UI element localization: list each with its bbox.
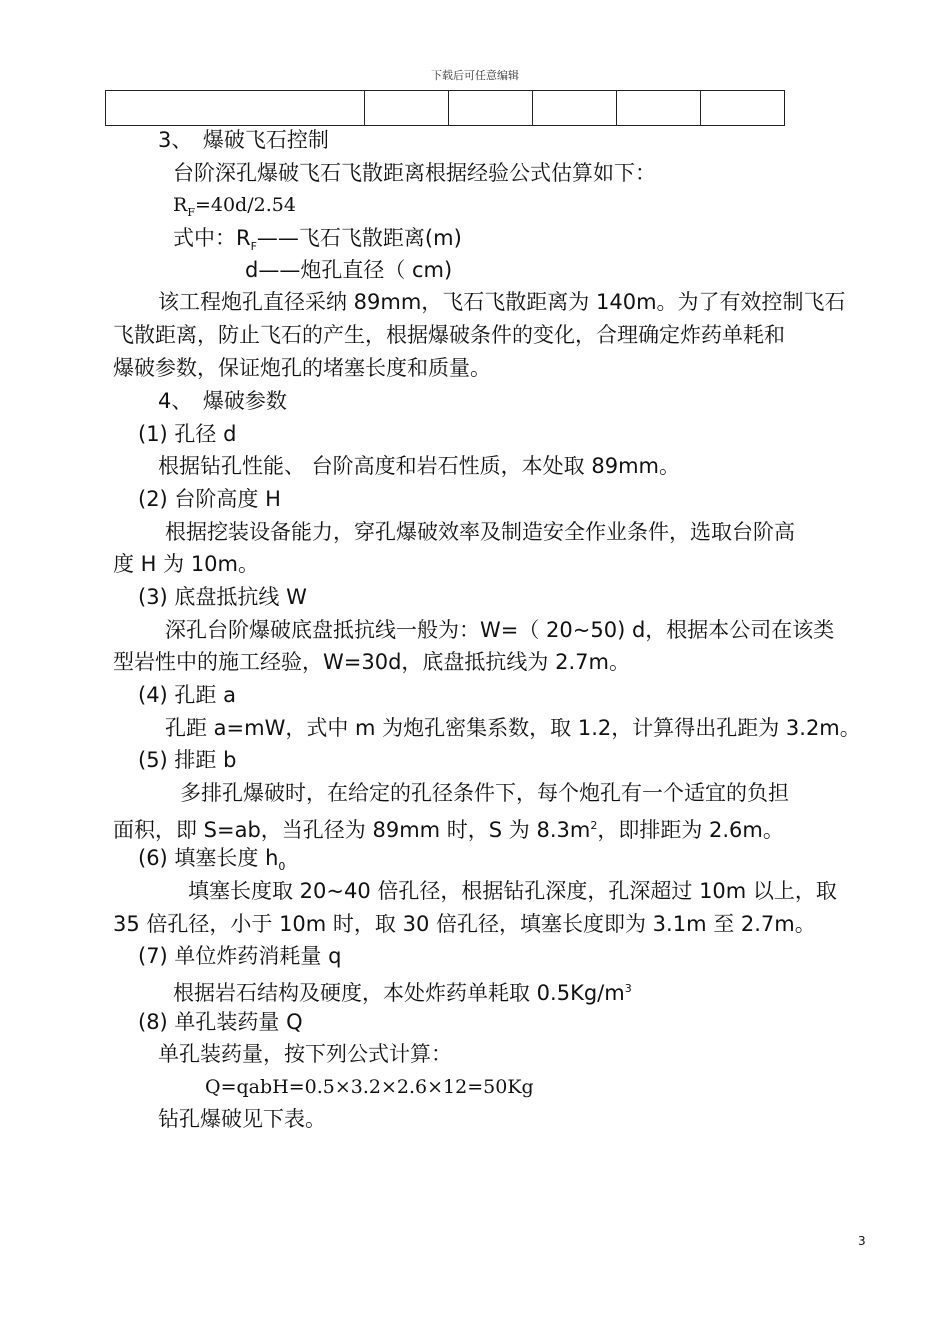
p2-line1: 根据挖装设备能力，穿孔爆破效率及制造安全作业条件，选取台阶高 <box>165 520 795 544</box>
para1-line3: 爆破参数，保证炮孔的堵塞长度和质量。 <box>113 356 491 380</box>
p8-text: 单孔装药量，按下列公式计算： <box>158 1042 452 1066</box>
section3-heading: 3、 爆破飞石控制 <box>158 128 329 152</box>
table-cell <box>701 91 785 126</box>
para1-line2: 飞散距离，防止飞石的产生，根据爆破条件的变化，合理确定炸药单耗和 <box>113 323 785 347</box>
where-d: d——炮孔直径（ cm) <box>245 258 453 282</box>
p5-line2-sup: 2 <box>590 819 598 832</box>
p5-title: (5) 排距 b <box>138 748 237 772</box>
table-cell <box>617 91 701 126</box>
table-cell <box>106 91 365 126</box>
p6-line1: 填塞长度取 20~40 倍孔径，根据钻孔深度，孔深超过 10m 以上，取 <box>188 879 837 903</box>
p1-title: (1) 孔径 d <box>138 422 237 446</box>
p8-note: 钻孔爆破见下表。 <box>158 1107 326 1131</box>
p5-line2-post: ，即排距为 2.6m。 <box>597 818 784 842</box>
where-sub: F <box>250 240 257 254</box>
page-number: 3 <box>858 1234 866 1248</box>
table-fragment <box>105 90 785 126</box>
p7-title: (7) 单位炸药消耗量 q <box>138 944 342 968</box>
p7-text <box>173 973 632 1009</box>
para1-line1: 该工程炮孔直径采纳 89mm，飞石飞散距离为 140m。为了有效控制飞石 <box>158 290 846 314</box>
p5-line1: 多排孔爆破时，在给定的孔径条件下，每个炮孔有一个适宜的负担 <box>180 781 789 805</box>
p7-text-sup: 3 <box>624 982 632 995</box>
p3-title: (3) 底盘抵抗线 W <box>138 585 307 609</box>
p1-text: 根据钻孔性能、 台阶高度和岩石性质，本处取 89mm。 <box>158 454 680 478</box>
formula-r: R <box>173 194 188 216</box>
p3-line1: 深孔台阶爆破底盘抵抗线一般为：W=（ 20~50) d，根据本公司在该类 <box>165 618 835 642</box>
p3-line2: 型岩性中的施工经验，W=30d，底盘抵抗线为 2.7m。 <box>113 650 630 674</box>
p6-title-sub: 0 <box>278 860 286 874</box>
p4-title: (4) 孔距 a <box>138 683 236 707</box>
table-cell <box>449 91 533 126</box>
page-header: 下载后可任意编辑 <box>431 69 519 82</box>
p6-title-pre: (6) 填塞长度 h <box>138 846 279 870</box>
formula-sub: F <box>187 205 195 219</box>
p7-text-pre: 根据岩石结构及硬度，本处炸药单耗取 0.5Kg/m <box>173 981 625 1005</box>
where-rest: ——飞石飞散距离(m) <box>256 226 462 250</box>
p2-title: (2) 台阶高度 H <box>138 487 281 511</box>
p5-line2-pre: 面积，即 S=ab，当孔径为 89mm 时，S 为 8.3m <box>113 818 591 842</box>
table-row <box>106 91 785 126</box>
section3-intro: 台阶深孔爆破飞石飞散距离根据经验公式估算如下： <box>173 161 656 185</box>
formula-rest: =40d/2.54 <box>194 194 296 216</box>
p2-line2: 度 H 为 10m。 <box>113 552 259 576</box>
where-pre: 式中：R <box>173 226 251 250</box>
section4-heading: 4、 爆破参数 <box>158 389 287 413</box>
p8-formula: Q=qabH=0.5×3.2×2.6×12=50Kg <box>205 1076 534 1098</box>
table-cell <box>365 91 449 126</box>
p4-text: 孔距 a=mW，式中 m 为炮孔密集系数，取 1.2，计算得出孔距为 3.2m。 <box>165 716 861 740</box>
p8-title: (8) 单孔装药量 Q <box>138 1010 303 1034</box>
table-cell <box>533 91 617 126</box>
p6-line2: 35 倍孔径，小于 10m 时，取 30 倍孔径，填塞长度即为 3.1m 至 2.7m。 <box>113 912 816 936</box>
p5-line2 <box>113 810 784 846</box>
